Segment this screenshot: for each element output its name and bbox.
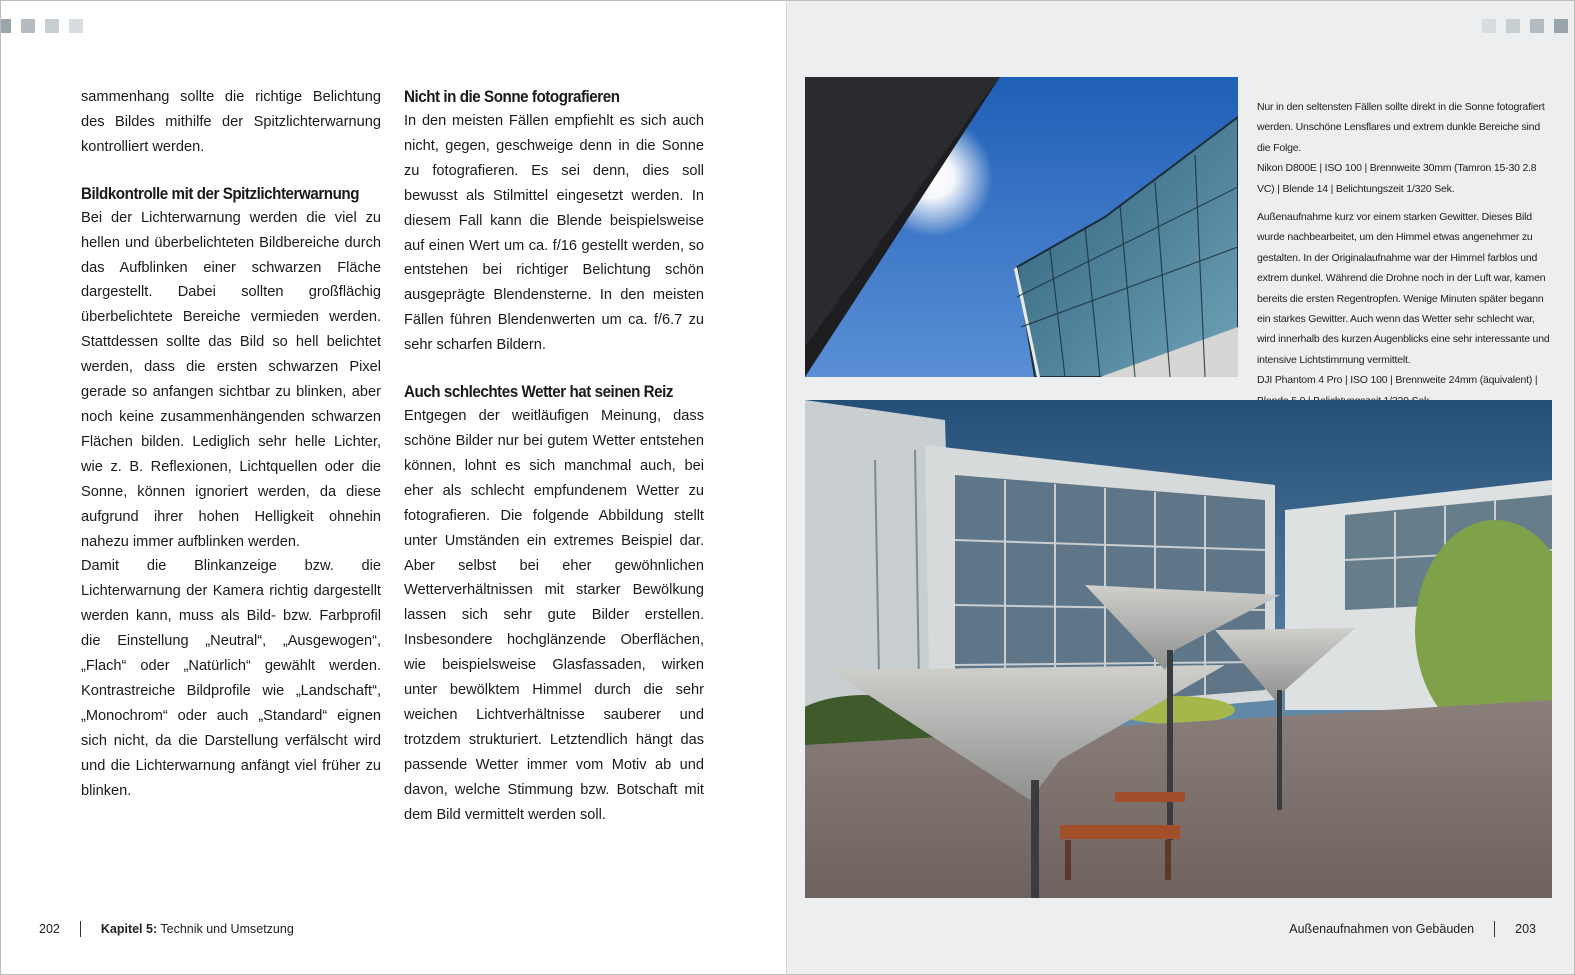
corner-square <box>1530 19 1544 33</box>
paragraph: Entgegen der weitläufigen Meinung, dass schöne Bilder nur bei gutem Wetter entstehen können, lohnt es sich manchmal auch, bei eher als schlecht empfundenem Wetter zu fotografieren. Die folgende Abbildung stellt unter Umständen ein extremes Beispiel dar. Aber selbst bei eher gewöhnlichen Wetterverhältnissen mit starker Bewölkung lassen sich sehr gute Bilder erstellen. Insbesondere hochglänzende Oberflächen, wie beispielsweise Glasfassaden, wirken unter bewölktem Himmel durch die sehr weichen Lichtverhältnisse sauberer und trotzdem strukturiert. Letztendlich hängt das passende Wetter immer vom Motiv ab und davon, welche Stimmung bzw. Botschaft mit dem Bild vermittelt werden soll. <box>404 408 704 823</box>
paragraph: sammenhang sollte die richtige Belichtung des Bildes mithilfe der Spitzlichterwarnung kontrolliert werden. <box>81 89 381 155</box>
caption-sun-text: Nur in den seltensten Fällen sollte direkt in die Sonne fotografiert werden. Unschöne Lensflares und extrem dunkle Bereiche sind die Folge. <box>1257 101 1545 154</box>
photo-courtyard <box>805 400 1552 898</box>
corner-squares-left <box>0 19 83 33</box>
corner-square <box>1506 19 1520 33</box>
page-number: 202 <box>39 922 60 936</box>
right-page <box>786 0 1575 975</box>
left-page <box>0 0 786 975</box>
footer-left <box>39 919 294 939</box>
caption-courtyard-text: Außenaufnahme kurz vor einem starken Gewitter. Dieses Bild wurde nachbearbeitet, um den Himmel etwas angenehmer zu gestalten. In der Originalaufnahme war der Himmel farblos und extrem dunkel. Während die Drohne noch in der Luft war, kamen bereits die ersten Regentropfen. Wenige Minuten später begann ein starkes Gewitter. Auch wenn das Wetter sehr schlecht war, wird innerhalb des kurzen Augenblicks eine sehr interessante und intensive Lichtstimmung vermittelt. <box>1257 211 1550 366</box>
caption-sun-settings: Nikon D800E | ISO 100 | Brennweite 30mm (Tamron 15-30 2.8 VC) | Blende 14 | Belichtungszeit 1/320 Sek. <box>1257 162 1537 195</box>
paragraph: Damit die Blinkanzeige bzw. die Lichterwarnung der Kamera richtig dargestellt werden kann, muss als Bild- bzw. Farbprofil die Einstellung „Neutral“, „Ausgewogen“, „Flach“ oder „Natürlich“ gewählt werden. Kontrastreiche Bildprofile wie „Landschaft“, „Monochrom“ oder auch „Standard“ eignen sich nicht, da die Darstellung verfälscht wird und die Lichterwarnung anfängt viel früher zu blinken. <box>81 558 381 799</box>
section-heading: Nicht in die Sonne fotografieren <box>404 88 620 106</box>
section-heading: Auch schlechtes Wetter hat seinen Reiz <box>404 383 674 402</box>
page-number: 203 <box>1515 922 1536 936</box>
text-column-2 <box>404 85 704 827</box>
corner-squares-right <box>1482 19 1568 33</box>
photo-sun-building <box>805 77 1238 377</box>
section-heading: Bildkontrolle mit der Spitzlichterwarnung <box>81 184 360 203</box>
chapter-title: Technik und Umsetzung <box>157 922 294 936</box>
corner-square <box>0 19 11 33</box>
footer-right <box>1289 919 1536 939</box>
corner-square <box>45 19 59 33</box>
section-title: Außenaufnahmen von Gebäuden <box>1289 922 1475 936</box>
paragraph: In den meisten Fällen empfiehlt es sich auch nicht, gegen, geschweige denn in die Sonne zu fotografieren. Es sei denn, dies soll bewusst als Stilmittel eingesetzt werden. In diesem Fall kann die Blende beispielsweise auf einen Wert um ca. f/16 gestellt werden, so entstehen bei richtiger Belichtung schön ausgeprägte Blendensterne. In den meisten Fällen führen Blendenwerten um ca. f/6.7 zu sehr scharfen Bildern. <box>404 113 704 354</box>
caption-courtyard-settings: DJI Phantom 4 Pro | ISO 100 | Brennweite 24mm (äquivalent) | <box>1257 374 1538 387</box>
chapter-label: Kapitel 5: <box>100 922 158 936</box>
footer-divider <box>1494 921 1495 937</box>
corner-square <box>1554 19 1568 33</box>
corner-square <box>21 19 35 33</box>
photo-captions <box>1257 97 1553 411</box>
paragraph: Bei der Lichterwarnung werden die viel zu hellen und überbelichteten Bildbereiche durch das Aufblinken einer schwarzen Fläche dargestellt. Dabei sollten großflächig überbelichtete Bereiche vermieden werden. Stattdessen sollte das Bild so hell belichtet werden, dass die ersten schwarzen Pixel gerade so anfangen sichtbar zu blinken, aber noch keine zusammenhängenden schwarzen Flächen bilden. Lediglich sehr helle Lichter, wie z. B. Reflexionen, Lichtquellen oder die Sonne, können ignoriert werden, da diese aufgrund ihrer hohen Helligkeit ohnehin nahezu immer aufblinken werden. <box>81 209 381 550</box>
footer-divider <box>80 921 81 937</box>
text-column-1 <box>81 85 381 803</box>
corner-square <box>1482 19 1496 33</box>
corner-square <box>69 19 83 33</box>
